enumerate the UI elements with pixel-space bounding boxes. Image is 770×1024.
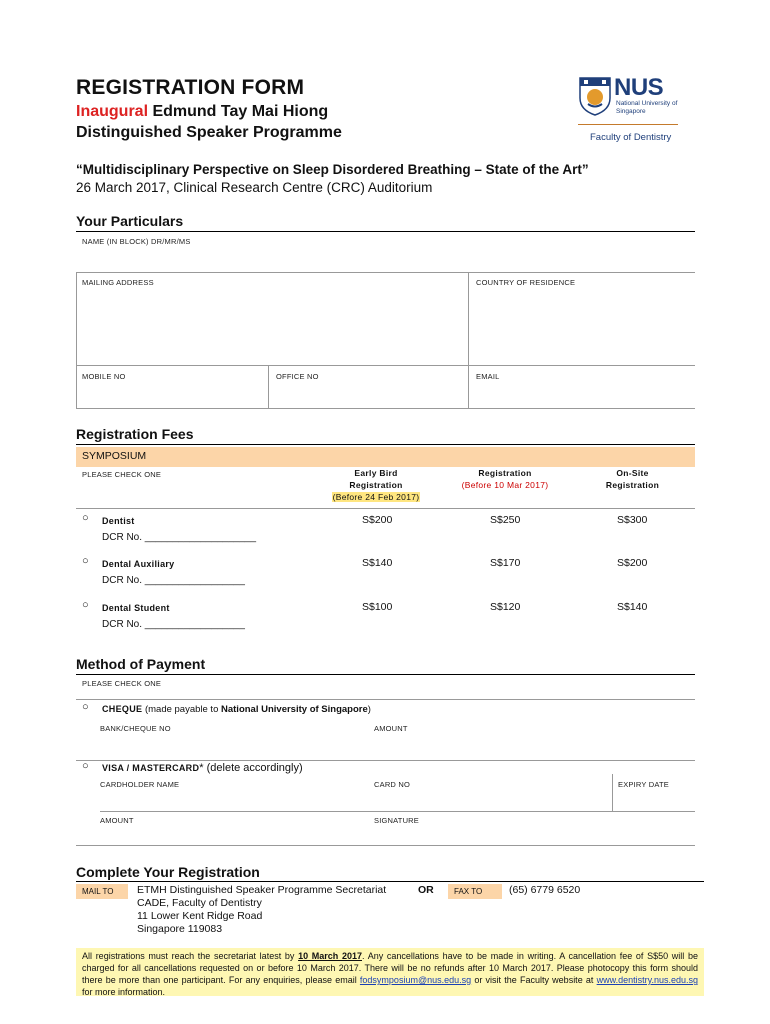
name-field[interactable] [76, 232, 695, 272]
address-line-4: Singapore 119083 [137, 923, 223, 935]
col-onsite-line1: On-Site [616, 468, 649, 478]
auxiliary-radio[interactable]: ○ [82, 555, 89, 567]
mailing-address-field[interactable] [76, 273, 468, 365]
amount-label: AMOUNT [374, 724, 408, 733]
auxiliary-early-price: S$140 [362, 557, 393, 569]
bank-field[interactable] [100, 720, 370, 758]
signature-rule [76, 845, 695, 846]
dentist-reg-price: S$250 [490, 514, 521, 526]
cheque-radio[interactable]: ○ [82, 701, 89, 713]
address-line-3: 11 Lower Kent Ridge Road [137, 910, 263, 922]
mailing-address [137, 884, 386, 936]
or-label: OR [418, 884, 434, 896]
notice-text-1: All registrations must reach the secretariat latest by [82, 951, 299, 961]
country-field[interactable] [469, 273, 695, 365]
student-onsite-price: S$140 [617, 601, 648, 613]
auxiliary-reg-price: S$170 [490, 557, 521, 569]
dentist-onsite-price: S$300 [617, 514, 648, 526]
col-early-bird-line2: Registration [349, 480, 403, 490]
logo-divider [578, 124, 678, 125]
card-amount-field[interactable] [100, 813, 370, 845]
complete-heading: Complete Your Registration [76, 864, 260, 880]
mobile-label: MOBILE NO [82, 372, 126, 381]
country-label: COUNTRY OF RESIDENCE [476, 278, 576, 287]
card-radio[interactable]: ○ [82, 760, 89, 772]
cardholder-field[interactable] [100, 776, 370, 812]
student-dcr[interactable]: DCR No. __________________ [102, 619, 245, 630]
faculty-name: Faculty of Dentistry [590, 132, 672, 143]
student-early-price: S$100 [362, 601, 393, 613]
nus-logo [578, 74, 678, 148]
bank-label: BANK/CHEQUE NO [100, 724, 171, 733]
card-no-field[interactable] [370, 776, 612, 812]
contact-rule [76, 408, 695, 409]
cardholder-label: CARDHOLDER NAME [100, 780, 180, 789]
form-title: REGISTRATION FORM [76, 76, 305, 99]
programme-title [76, 103, 328, 121]
email-label: EMAIL [476, 372, 500, 381]
event-date-venue: 26 March 2017, Clinical Research Centre (CRC) Auditorium [76, 180, 433, 195]
student-radio[interactable]: ○ [82, 599, 89, 611]
address-line-2: CADE, Faculty of Dentistry [137, 897, 262, 909]
expiry-field[interactable] [613, 776, 695, 812]
nus-full-name: National University of Singapore [616, 100, 678, 115]
card-rule [100, 811, 695, 812]
cheque-payee: National University of Singapore [221, 704, 368, 715]
dentist-dcr[interactable]: DCR No. ____________________ [102, 532, 257, 543]
dentist-early-price: S$200 [362, 514, 393, 526]
auxiliary-label: Dental Auxiliary [102, 559, 175, 569]
card-amount-label: AMOUNT [100, 816, 134, 825]
notice-text-2: . Any cancellations have to be made in writing. A cancellation fee of S$50 will be charged for all cancellations requested on or before 10 March 2017. There will be no refunds after 10 March 2017. Please photocopy this form should there be more than one participant. For any enquiries, please email [82, 951, 698, 985]
email-field[interactable] [469, 366, 695, 408]
notice-text-3: or visit the Faculty website at [471, 975, 597, 985]
payment-check-label: PLEASE CHECK ONE [82, 679, 162, 688]
cheque-rule [76, 760, 695, 761]
cheque-label: CHEQUE [102, 704, 143, 714]
early-bird-deadline: (Before 24 Feb 2017) [332, 492, 420, 502]
name-label: NAME (IN BLOCK) DR/MR/MS [82, 237, 191, 246]
student-label: Dental Student [102, 603, 170, 613]
card-note: * (delete accordingly) [199, 762, 303, 774]
event-topic: “Multidisciplinary Perspective on Sleep Disordered Breathing – State of the Art” [76, 162, 589, 177]
card-no-label: CARD NO [374, 780, 410, 789]
auxiliary-dcr[interactable]: DCR No. __________________ [102, 575, 245, 586]
symposium-band: SYMPOSIUM [76, 447, 695, 467]
nus-wordmark: NUS [614, 74, 664, 101]
fees-header-rule [76, 508, 695, 509]
nus-crest-icon [578, 76, 612, 116]
office-label: OFFICE NO [276, 372, 319, 381]
dentist-label: Dentist [102, 516, 135, 526]
particulars-heading: Your Particulars [76, 213, 184, 229]
registration-deadline: (Before 10 Mar 2017) [461, 480, 549, 490]
student-reg-price: S$120 [490, 601, 521, 613]
auxiliary-onsite-price: S$200 [617, 557, 648, 569]
col-early-bird [316, 467, 436, 503]
col-early-bird-line1: Early Bird [354, 468, 398, 478]
fees-heading: Registration Fees [76, 426, 194, 442]
registration-notice [76, 948, 704, 996]
payment-heading: Method of Payment [76, 656, 206, 672]
programme-name: Edmund Tay Mai Hiong [148, 103, 329, 120]
fax-number: (65) 6779 6520 [509, 884, 581, 896]
col-onsite [580, 467, 685, 491]
address-line-1: ETMH Distinguished Speaker Programme Secretariat [137, 884, 387, 896]
payment-header-rule [76, 699, 695, 700]
dentist-radio[interactable]: ○ [82, 512, 89, 524]
col-onsite-line2: Registration [605, 480, 660, 490]
mailing-address-label: MAILING ADDRESS [82, 278, 154, 287]
fax-to-tag: FAX TO [448, 884, 502, 899]
enquiry-email-link[interactable]: fodsymposium@nus.edu.sg [359, 975, 472, 985]
cheque-note: (made payable to [142, 704, 221, 715]
col-registration [450, 467, 560, 491]
cheque-close: ) [367, 704, 371, 715]
programme-subtitle: Distinguished Speaker Programme [76, 124, 342, 141]
signature-label: SIGNATURE [374, 816, 419, 825]
inaugural-label: Inaugural [76, 103, 149, 120]
faculty-website-link[interactable]: www.dentistry.nus.edu.sg [596, 975, 699, 985]
notice-deadline: 10 March 2017 [298, 951, 362, 961]
card-label: VISA / MASTERCARD [102, 763, 200, 773]
notice-text-4: for more information. [82, 987, 166, 997]
office-field[interactable] [269, 366, 468, 408]
fees-rule [76, 444, 695, 445]
card-option [102, 762, 303, 774]
expiry-label: EXPIRY DATE [618, 780, 669, 789]
complete-rule [76, 881, 704, 882]
cheque-option [102, 704, 371, 715]
col-registration-line1: Registration [478, 468, 532, 478]
mail-to-tag: MAIL TO [76, 884, 128, 899]
mobile-field[interactable] [76, 366, 268, 408]
signature-field[interactable] [370, 813, 695, 845]
cheque-amount-field[interactable] [370, 720, 695, 758]
payment-rule [76, 674, 695, 675]
fees-check-label: PLEASE CHECK ONE [82, 470, 162, 479]
